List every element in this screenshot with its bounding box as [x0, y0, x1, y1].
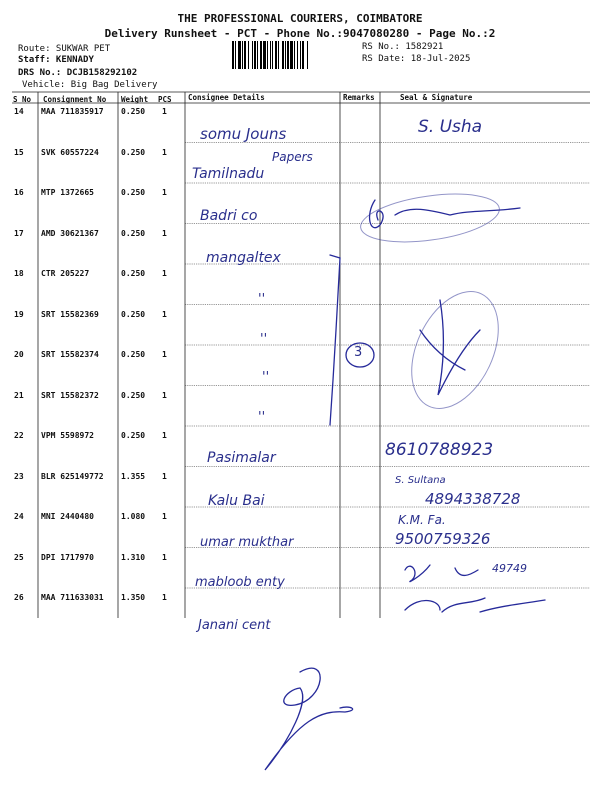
rs-date: RS Date: 18-Jul-2025 [362, 54, 471, 64]
row-pcs: 1 [162, 471, 167, 481]
row-consignment: AMD 30621367 [41, 228, 99, 238]
row-pcs: 1 [162, 188, 167, 197]
drs-label: DRS No.: DCJB158292102 [18, 68, 138, 78]
row-weight: 1.080 [121, 512, 146, 521]
row-consignment: SRT 15582369 [41, 309, 99, 319]
runsheet-subtitle: Delivery Runsheet - PCT - Phone No.:9047080280 - Page No.:2 [104, 27, 496, 40]
row-consignment: MTP 1372665 [41, 188, 94, 197]
hand-r20-ditto: '' [262, 370, 270, 385]
row-pcs: 1 [162, 309, 167, 319]
row-consignment: CTR 205227 [41, 269, 90, 278]
hand-r24-consignee: umar mukthar [200, 535, 294, 550]
row-sno: 25 [14, 552, 24, 562]
stamp-row19-21 [394, 278, 515, 423]
bracket-line [330, 255, 340, 425]
row-pcs: 1 [162, 431, 167, 440]
hand-r17-consignee: mangaltex [206, 250, 281, 266]
row-pcs: 1 [162, 390, 167, 400]
col-header-sno: S No [13, 95, 32, 104]
hand-r25-signature: 49749 [492, 562, 527, 575]
hand-r16-consignee: Badri co [200, 208, 258, 224]
row-weight: 1.350 [121, 593, 146, 602]
company-title: THE PROFESSIONAL COURIERS, COIMBATORE [177, 12, 423, 25]
row-weight: 0.250 [121, 309, 146, 319]
row-sno: 15 [14, 147, 24, 157]
row-sno: 23 [14, 471, 24, 481]
row-weight: 1.355 [121, 471, 146, 481]
hand-r21-ditto: '' [258, 410, 266, 425]
sign-row26 [405, 598, 545, 612]
row-pcs: 1 [162, 269, 167, 278]
hand-r15-consignee: Papers [272, 150, 313, 164]
row-weight: 0.250 [121, 431, 146, 440]
row-sno: 17 [14, 228, 24, 238]
row-sno: 19 [14, 309, 24, 319]
row-consignment: MNI 2440480 [41, 512, 94, 521]
row-sno: 24 [14, 512, 24, 521]
row-consignment: DPI 1717970 [41, 552, 94, 562]
row-sno: 22 [14, 431, 24, 440]
row-sno: 20 [14, 350, 24, 359]
hand-r23-phone: 4894338728 [425, 490, 521, 508]
rs-number: RS No.: 1582921 [362, 42, 444, 52]
row-weight: 0.250 [121, 228, 146, 238]
row-consignment: MAA 711835917 [41, 107, 104, 116]
row-pcs: 1 [162, 147, 167, 157]
row-sno: 16 [14, 188, 24, 197]
row-pcs: 1 [162, 350, 167, 359]
hand-r19-ditto: '' [260, 332, 268, 347]
row-weight: 0.250 [121, 188, 146, 197]
hand-r25-consignee: mabloob enty [195, 575, 285, 590]
row-weight: 0.250 [121, 107, 146, 116]
hand-remark-number: 3 [354, 345, 363, 360]
row-sno: 26 [14, 593, 24, 602]
col-header-remarks: Remarks [343, 93, 375, 102]
sign-row25 [405, 565, 478, 582]
row-pcs: 1 [162, 552, 167, 562]
row-consignment: SVK 60557224 [41, 147, 99, 157]
hand-r14-consignee: somu Jouns [200, 125, 287, 143]
row-weight: 0.250 [121, 390, 146, 400]
bottom-signature [265, 668, 353, 770]
col-header-pcs: PCS [158, 95, 172, 104]
col-header-consignment: Consignment No [43, 95, 107, 104]
route-label: Route: SUKWAR PET [18, 44, 111, 54]
row-weight: 1.310 [121, 552, 146, 562]
row-pcs: 1 [162, 107, 167, 116]
hand-r23-signature: S. Sultana [395, 475, 446, 486]
hand-r22-consignee: Pasimalar [207, 450, 276, 466]
col-header-consignee: Consignee Details [188, 93, 265, 102]
row-weight: 0.250 [121, 269, 146, 278]
row-sno: 18 [14, 269, 24, 278]
row-consignment: SRT 15582372 [41, 390, 99, 400]
vehicle-label: Vehicle: Big Bag Delivery [22, 80, 158, 90]
hand-r22-signature: 8610788923 [385, 440, 494, 460]
row-consignment: BLR 625149772 [41, 471, 104, 481]
staff-label: Staff: KENNADY [18, 55, 94, 65]
row-consignment: MAA 711633031 [41, 593, 104, 602]
hand-r26-consignee: Janani cent [198, 618, 271, 633]
hand-r23-consignee: Kalu Bai [208, 493, 265, 509]
hand-r24-signature: K.M. Fa. [398, 513, 446, 527]
hand-r24-phone: 9500759326 [395, 530, 491, 548]
col-header-weight: Weight [121, 95, 149, 104]
stamp-signature-strokes [420, 300, 480, 395]
row-pcs: 1 [162, 593, 167, 602]
row-pcs: 1 [162, 512, 167, 521]
row-weight: 0.250 [121, 147, 146, 157]
row-pcs: 1 [162, 228, 167, 238]
row-consignment: VPM 5598972 [41, 431, 94, 440]
row-sno: 21 [14, 390, 24, 400]
stamp-row16 [358, 186, 503, 249]
hand-r18-ditto: '' [258, 292, 266, 307]
col-header-signature: Seal & Signature [400, 93, 473, 102]
row-consignment: SRT 15582374 [41, 350, 99, 359]
row-weight: 0.250 [121, 350, 146, 359]
row-sno: 14 [14, 107, 24, 116]
hand-r14-signature: S. Usha [418, 117, 483, 137]
hand-r15-consignee2: Tamilnadu [192, 166, 265, 182]
